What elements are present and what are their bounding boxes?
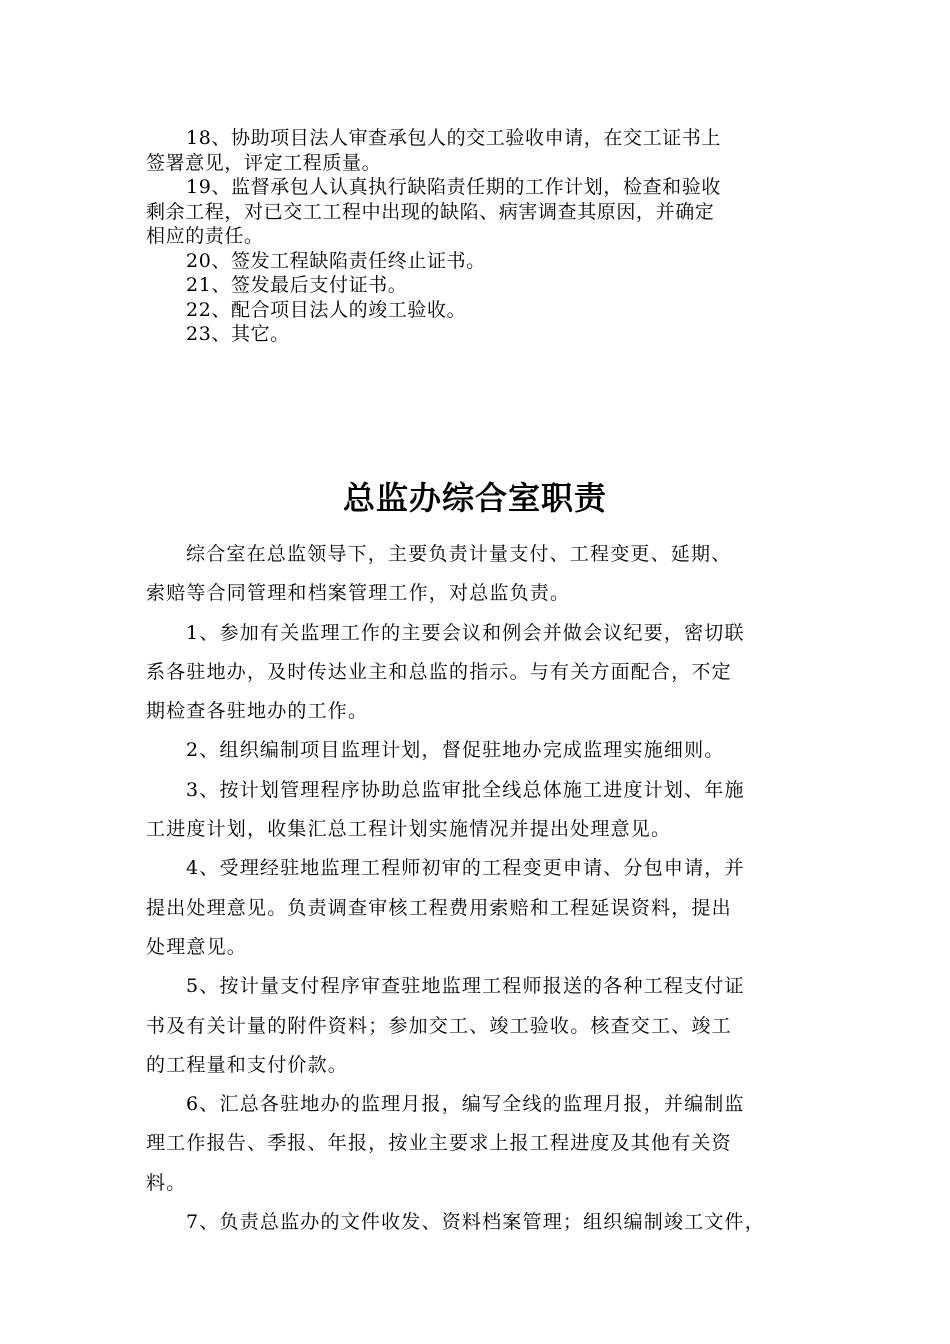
duty-4-line-3: 处理意见。 (146, 935, 248, 958)
list-item-20: 20、签发工程缺陷责任终止证书。 (186, 249, 486, 272)
duty-6-line-1: 6、汇总各驻地办的监理月报，编写全线的监理月报，并编制监 (186, 1093, 745, 1116)
duty-7-line-1: 7、负责总监办的文件收发、资料档案管理；组织编制竣工文件， (186, 1211, 765, 1234)
list-item-19-line-1: 19、监督承包人认真执行缺陷责任期的工作计划，检查和验收 (186, 176, 721, 198)
duty-1-line-2: 系各驻地办，及时传达业主和总监的指示。与有关方面配合，不定 (146, 660, 732, 683)
list-item-23: 23、其它。 (186, 323, 290, 345)
list-item-21: 21、签发最后支付证书。 (186, 274, 408, 296)
list-item-18-line-1: 18、协助项目法人审查承包人的交工验收申请，在交工证书上 (186, 127, 721, 149)
duty-4-line-1: 4、受理经驻地监理工程师初审的工程变更申请、分包申请，并 (186, 857, 745, 880)
list-item-19-line-2: 剩余工程，对已交工工程中出现的缺陷、病害调查其原因，并确定 (146, 200, 715, 223)
duty-list-continued (146, 126, 810, 347)
duty-1-line-3: 期检查各驻地办的工作。 (146, 700, 369, 723)
list-item-18-line-2: 签署意见，评定工程质量。 (146, 151, 382, 174)
duty-6-line-3: 料。 (146, 1171, 187, 1194)
duty-3-line-2: 工进度计划，收集汇总工程计划实施情况并提出处理意见。 (146, 818, 672, 841)
section-title: 总监办综合室职责 (342, 479, 607, 517)
duty-5-line-2: 书及有关计量的附件资料；参加交工、竣工验收。核查交工、竣工 (146, 1014, 732, 1037)
list-item-22: 22、配合项目法人的竣工验收。 (186, 298, 467, 321)
list-item-19-line-3: 相应的责任。 (146, 225, 264, 247)
intro-line-2: 索赔等合同管理和档案管理工作，对总监负责。 (146, 582, 571, 605)
duty-4-line-2: 提出处理意见。负责调查审核工程费用索赔和工程延误资料，提出 (146, 896, 732, 919)
section-body (146, 535, 810, 1242)
intro-line-1: 综合室在总监领导下，主要负责计量支付、工程变更、延期、 (186, 543, 732, 565)
duty-1-line-1: 1、参加有关监理工作的主要会议和例会并做会议纪要，密切联 (186, 621, 745, 644)
duty-2-line-1: 2、组织编制项目监理计划，督促驻地办完成监理实施细则。 (186, 739, 725, 762)
duty-6-line-2: 理工作报告、季报、年报，按业主要求上报工程进度及其他有关资 (146, 1132, 732, 1155)
duty-5-line-3: 的工程量和支付价款。 (146, 1053, 349, 1076)
duty-5-line-1: 5、按计量支付程序审查驻地监理工程师报送的各种工程支付证 (186, 975, 745, 998)
duty-3-line-1: 3、按计划管理程序协助总监审批全线总体施工进度计划、年施 (186, 778, 745, 801)
